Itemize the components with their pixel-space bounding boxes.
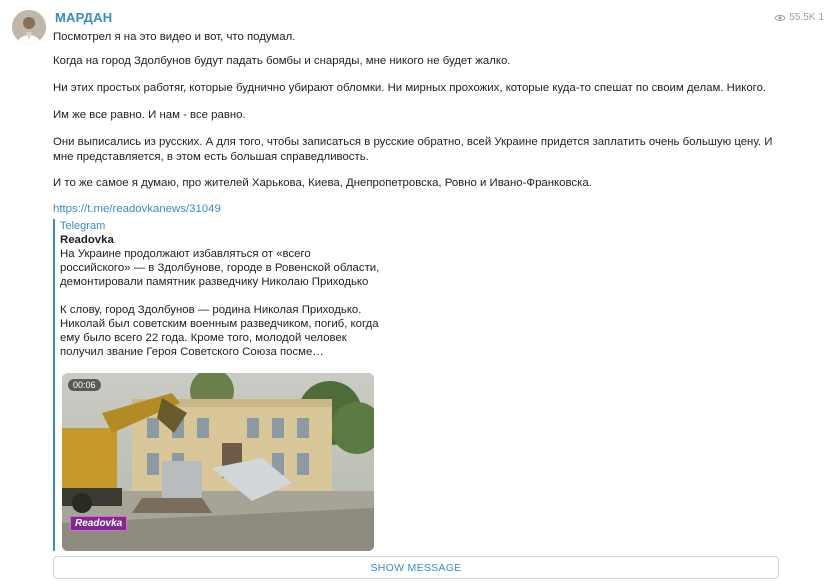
readovka-watermark: Readovka	[70, 516, 127, 531]
preview-video[interactable]	[62, 373, 374, 551]
views-suffix: 1	[818, 12, 824, 23]
post-paragraph: И то же самое я думаю, про жителей Харькова, Киева, Днепропетровска, Ровно и Ивано-Франковска.	[53, 177, 592, 189]
show-message-button[interactable]: SHOW MESSAGE	[53, 556, 779, 579]
post-paragraph: Посмотрел я на это видео и вот, что подумал.	[53, 31, 296, 43]
post-paragraph: Ни этих простых работяг, которые буднично убирают обломки. Ни мирных прохожих, которые куда-то спешат по своим делам. Никого.	[53, 82, 767, 94]
post-paragraph: Им же все равно. И нам - все равно.	[53, 109, 246, 121]
link-preview[interactable]	[53, 219, 390, 551]
preview-title: Readovka	[60, 234, 114, 246]
views-count: 55.5K	[789, 12, 816, 23]
preview-site-name: Telegram	[60, 220, 106, 232]
views-counter	[774, 12, 824, 23]
channel-name[interactable]: МАРДАН	[55, 10, 113, 25]
video-duration: 00:06	[68, 379, 101, 391]
post-link[interactable]: https://t.me/readovkanews/31049	[53, 203, 221, 215]
eye-icon	[774, 14, 786, 22]
channel-avatar[interactable]	[12, 10, 46, 44]
preview-description: На Украине продолжают избавляться от «всего российского» — в Здолбунове, городе в Ровенской области, демонтировали памятник разведчику Николаю Приходько К слову, город Здолбунов — родина Николая Приходько. Николай был советским военным разведчиком, погиб, когда ему было всего 22 года. Кроме того, молодой человек получил звание Героя Советского Союза посме…	[60, 248, 380, 358]
post-paragraph: Когда на город Здолбунов будут падать бомбы и снаряды, мне никого не будет жалко.	[53, 55, 511, 67]
post-paragraph: Они выписались из русских. А для того, чтобы записаться в русские обратно, всей Украине придется заплатить очень большую цену. И мне представляется, в этом есть большая справедливость.	[53, 136, 773, 163]
